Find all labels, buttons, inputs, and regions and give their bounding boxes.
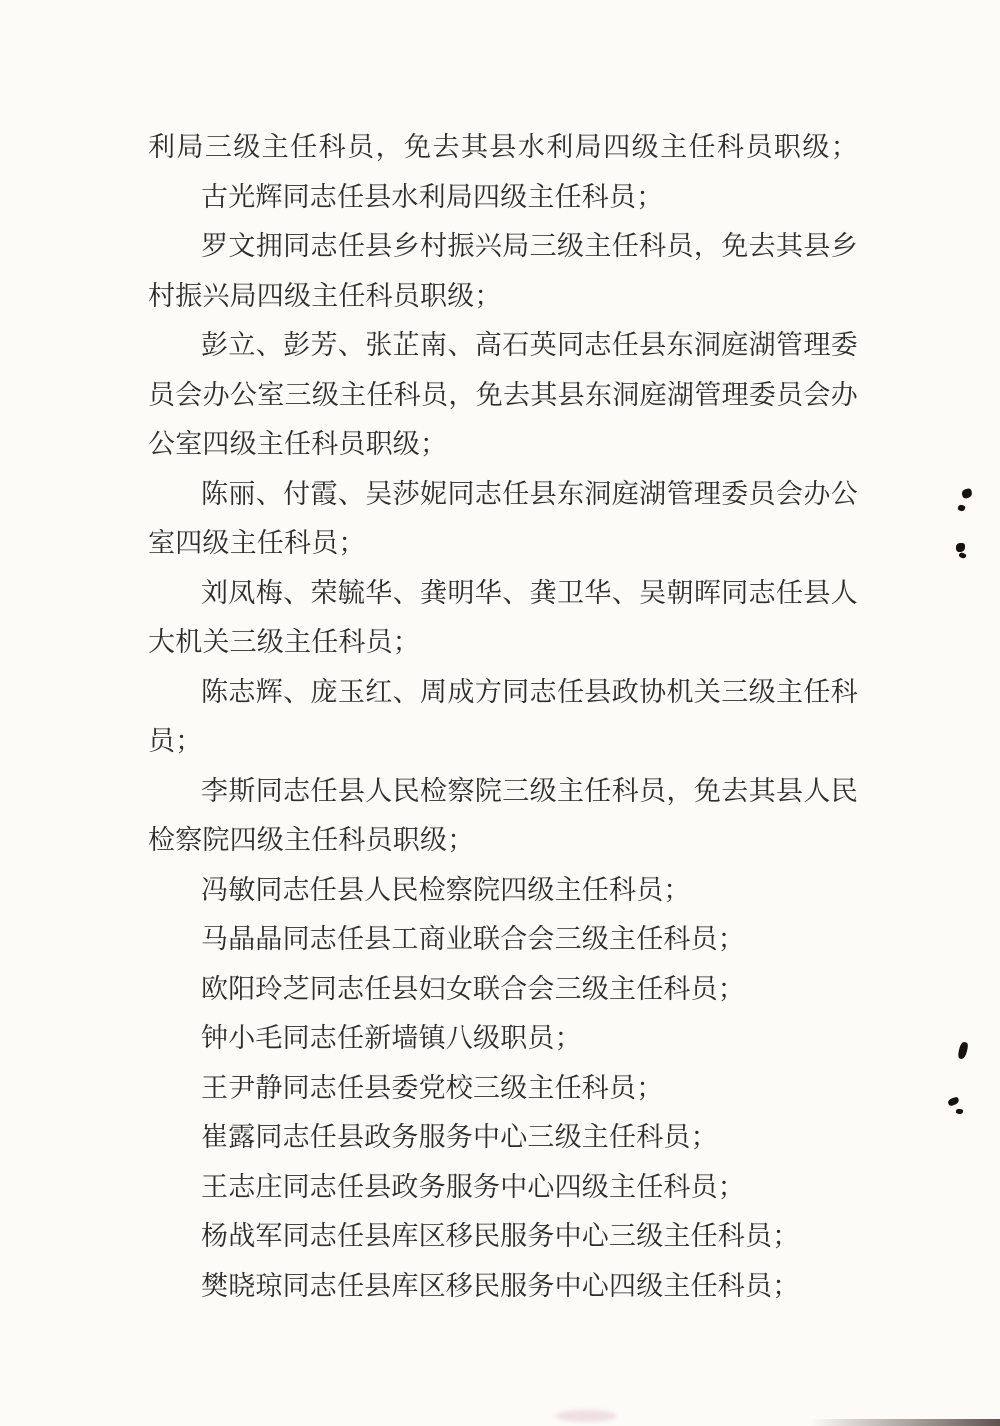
scan-smudge [556,1410,616,1422]
document-line: 欧阳玲芝同志任县妇女联合会三级主任科员； [201,973,745,1004]
document-line: 员； [148,726,203,756]
document-line: 王志庄同志任县政务服务中心四级主任科员； [201,1171,745,1202]
ink-speck [957,504,966,512]
document-line: 刘凤梅、荣毓华、龚明华、龚卫华、吴朝晖同志任县人 [201,577,858,608]
document-line: 樊晓琼同志任县库区移民服务中心四级主任科员； [201,1270,800,1301]
ink-speck [956,543,965,552]
document-line: 古光辉同志任县水利局四级主任科员； [201,181,664,212]
document-line: 杨战军同志任县库区移民服务中心三级主任科员； [201,1221,800,1251]
document-line: 大机关三级主任科员； [148,627,420,657]
document-line: 村振兴局四级主任科员职级； [148,280,502,311]
document-line: 室四级主任科员； [148,528,366,558]
document-line: 陈志辉、庞玉红、周成方同志任县政协机关三级主任科 [201,676,858,707]
document-line: 员会办公室三级主任科员，免去其县东洞庭湖管理委员会办 [148,379,858,410]
document-text-column [148,123,858,1311]
document-line: 公室四级主任科员职级； [148,429,448,459]
document-line: 检察院四级主任科员职级； [148,825,475,855]
document-line: 彭立、彭芳、张芷南、高石英同志任县东洞庭湖管理委 [201,330,858,360]
ink-speck [956,1108,964,1114]
document-line: 马晶晶同志任县工商业联合会三级主任科员； [201,924,745,954]
document-line: 罗文拥同志任县乡村振兴局三级主任科员，免去其县乡 [201,231,858,261]
document-line: 利局三级主任科员，免去其县水利局四级主任科员职级； [148,132,858,162]
document-line: 崔露同志任县政务服务中心三级主任科员； [201,1122,718,1152]
document-line: 陈丽、付霞、吴莎妮同志任县东洞庭湖管理委员会办公 [201,478,858,509]
ink-speck [961,488,973,499]
document-line: 冯敏同志任县人民检察院四级主任科员； [201,874,691,905]
ink-speck [957,1041,968,1059]
scan-bottom-edge [810,1419,1000,1426]
document-line: 钟小毛同志任新墙镇八级职员； [201,1023,582,1053]
ink-speck [947,1096,960,1106]
document-line: 王尹静同志任县委党校三级主任科员； [201,1072,664,1103]
ink-speck [958,552,966,559]
document-line: 李斯同志任县人民检察院三级主任科员，免去其县人民 [201,775,858,806]
